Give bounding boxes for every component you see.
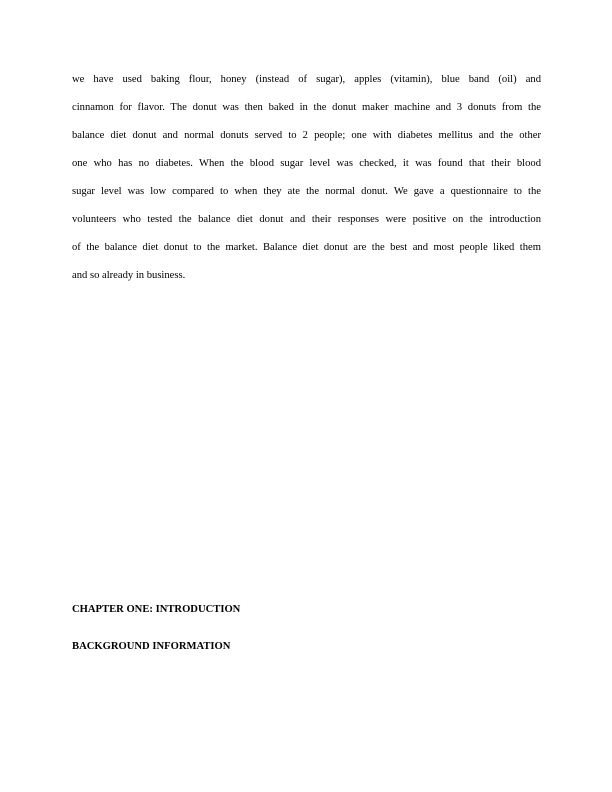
paragraph-line: balance diet donut and normal donuts served to 2 people; one with diabetes mellitus and the other [72,130,541,141]
section-heading: BACKGROUND INFORMATION [72,641,231,652]
paragraph-line: cinnamon for flavor. The donut was then baked in the donut maker machine and 3 donuts from the [72,102,541,113]
paragraph-line: and so already in business. [72,270,186,281]
paragraph-line: we have used baking flour, honey (instead of sugar), apples (vitamin), blue band (oil) and [72,74,541,85]
paragraph-line: one who has no diabetes. When the blood sugar level was checked, it was found that their blood [72,158,541,169]
body-paragraph [72,66,541,290]
chapter-heading: CHAPTER ONE: INTRODUCTION [72,604,241,615]
paragraph-line: of the balance diet donut to the market. Balance diet donut are the best and most people liked them [72,242,541,253]
paragraph-line: volunteers who tested the balance diet donut and their responses were positive on the introduction [72,214,541,225]
paragraph-line: sugar level was low compared to when they ate the normal donut. We gave a questionnaire to the [72,186,541,197]
